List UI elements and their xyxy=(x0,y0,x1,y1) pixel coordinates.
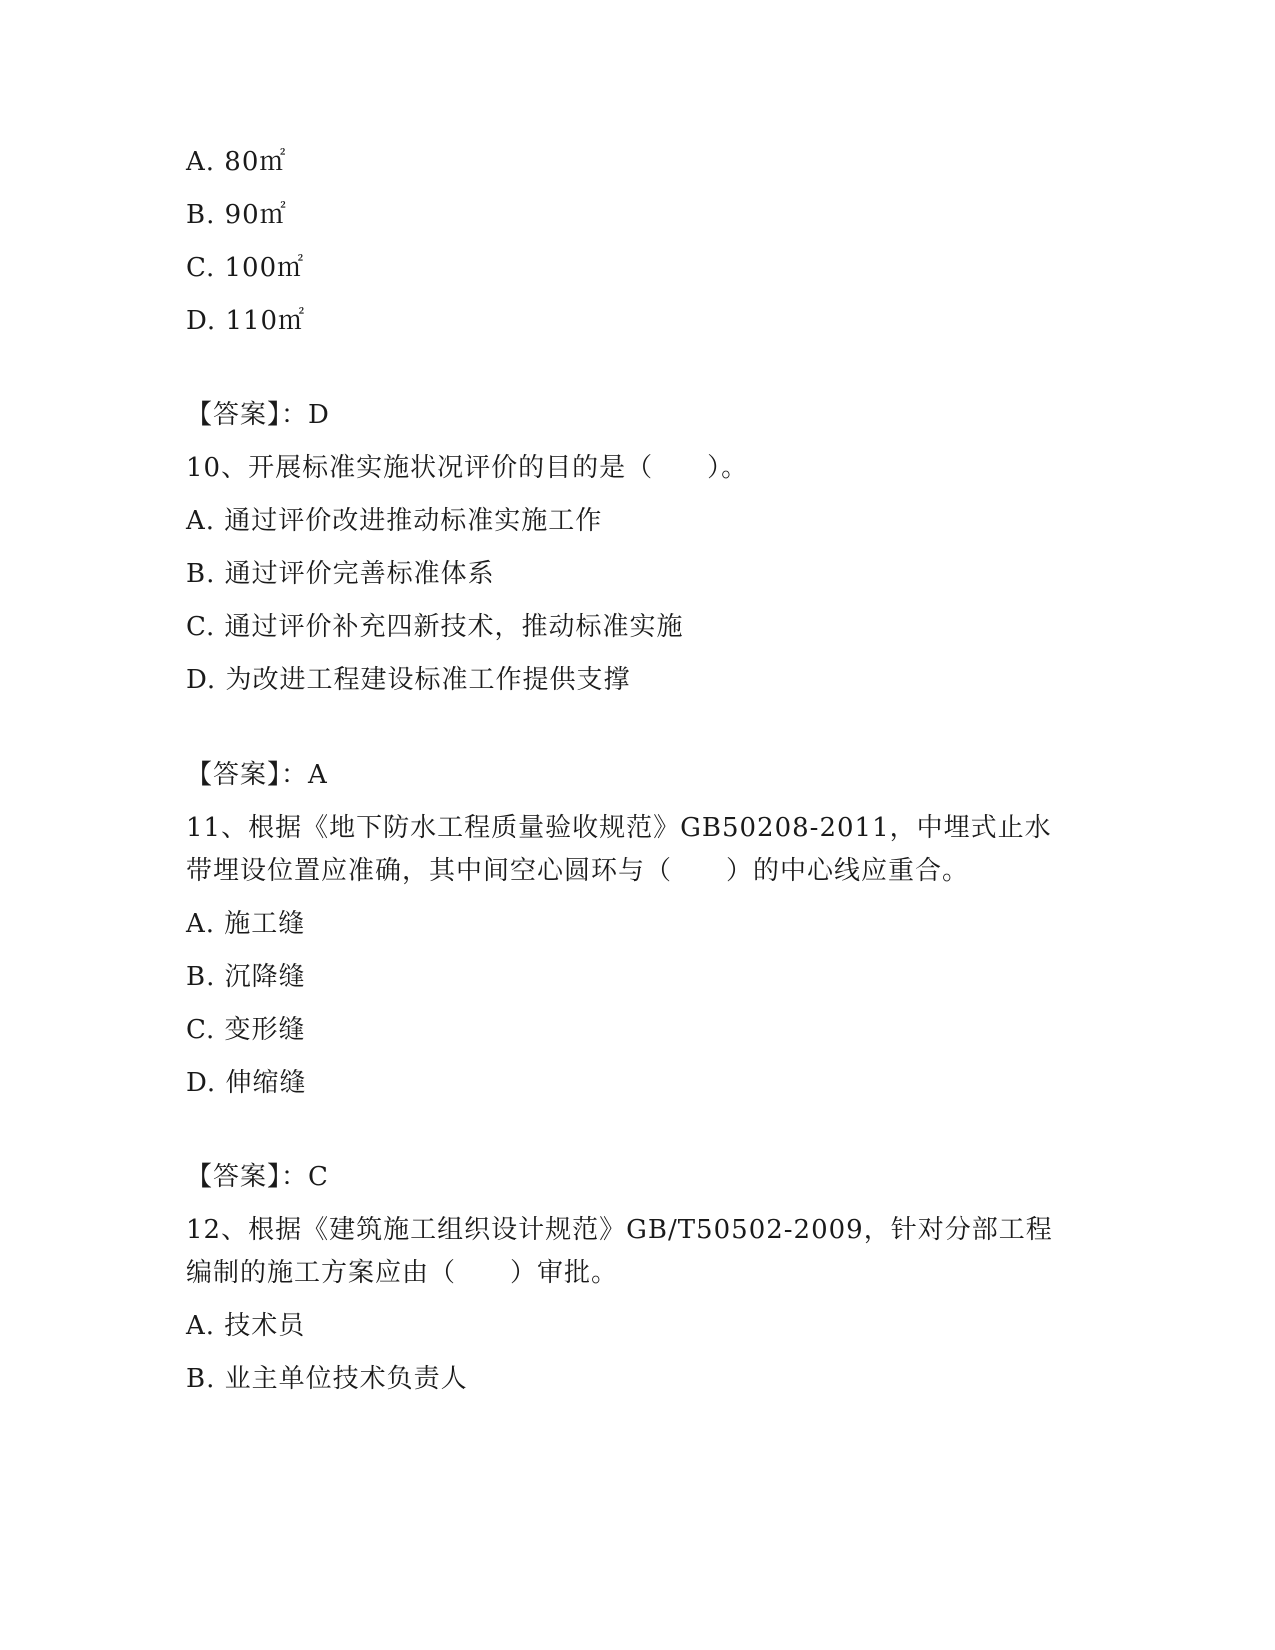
q12-option-a: A. 技术员 xyxy=(186,1311,306,1341)
q10-option-b: B. 通过评价完善标准体系 xyxy=(186,559,495,589)
q9-option-a: A. 80㎡ xyxy=(186,147,287,177)
q12-option-b: B. 业主单位技术负责人 xyxy=(186,1364,468,1394)
q12-question-line-2: 编制的施工方案应由（ ）审批。 xyxy=(186,1258,619,1288)
q12-question-line-1: 12、根据《建筑施工组织设计规范》GB/T50502-2009，针对分部工程 xyxy=(186,1215,1053,1245)
q9-option-b: B. 90㎡ xyxy=(186,200,287,230)
q11-option-d: D. 伸缩缝 xyxy=(186,1068,307,1098)
q10-option-c: C. 通过评价补充四新技术，推动标准实施 xyxy=(186,612,684,642)
q10-question: 10、开展标准实施状况评价的目的是（ ）。 xyxy=(186,453,749,483)
q9-answer: 【答案】：D xyxy=(186,400,330,430)
q11-option-b: B. 沉降缝 xyxy=(186,962,306,992)
q11-answer: 【答案】：C xyxy=(186,1162,329,1192)
q9-option-c: C. 100㎡ xyxy=(186,253,305,283)
q10-option-d: D. 为改进工程建设标准工作提供支撑 xyxy=(186,665,631,695)
q10-option-a: A. 通过评价改进推动标准实施工作 xyxy=(186,506,603,536)
q10-answer: 【答案】：A xyxy=(186,760,328,790)
q11-question-line-1: 11、根据《地下防水工程质量验收规范》GB50208-2011，中埋式止水 xyxy=(186,813,1052,843)
q11-option-a: A. 施工缝 xyxy=(186,909,306,939)
q11-option-c: C. 变形缝 xyxy=(186,1015,306,1045)
q9-option-d: D. 110㎡ xyxy=(186,306,306,336)
q11-question-line-2: 带埋设位置应准确，其中间空心圆环与（ ）的中心线应重合。 xyxy=(186,856,970,886)
